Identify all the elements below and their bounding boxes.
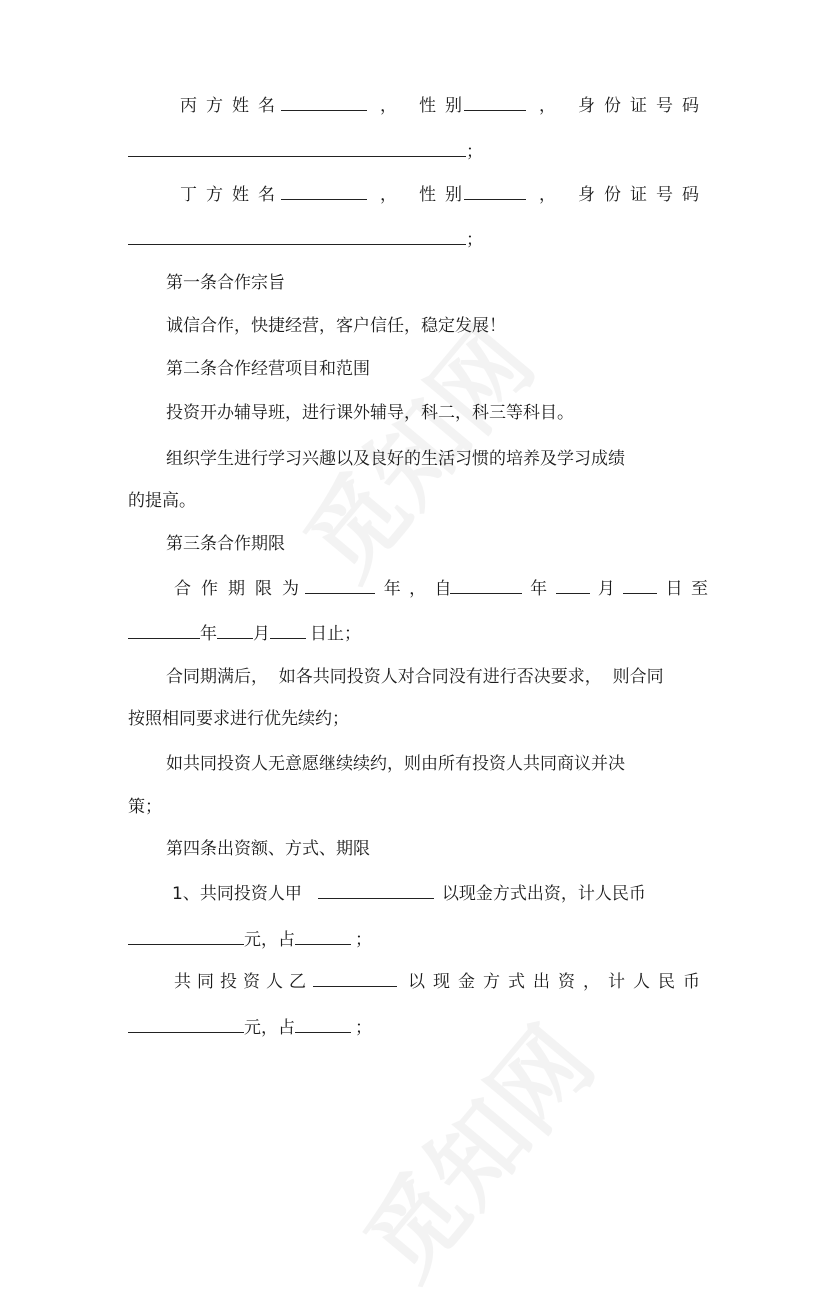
yuan-label: 元，占 (244, 1018, 295, 1038)
party-d-name-label: 丁方姓名 (180, 185, 284, 205)
semicolon: ； (466, 142, 483, 162)
party-c-name-label: 丙方姓名 (180, 96, 284, 116)
investor-b-cash-text: 以现金方式出资，计人民币 (408, 972, 708, 992)
article-2-heading: 第二条合作经营项目和范围 (166, 359, 370, 379)
party-d-gender-blank (464, 181, 526, 200)
article-2-para-2-line-2: 的提高。 (128, 491, 196, 511)
comma: ， (380, 96, 406, 116)
year-unit: 年 (200, 624, 217, 644)
investor-b-amount-line (128, 1014, 708, 1041)
term-end-line (128, 620, 708, 647)
investor-a-label: 1、共同投资人甲 (172, 884, 302, 904)
end-year-blank (128, 620, 200, 639)
party-d-line (128, 181, 708, 208)
party-d-gender-label: 性别 (419, 185, 471, 205)
yuan-label: 元，占 (244, 930, 295, 950)
no-renewal-line-2: 策； (128, 797, 162, 817)
investor-b-amount-blank (128, 1014, 244, 1033)
party-c-id-label: 身份证号码 (578, 96, 708, 116)
investor-b-blank (313, 968, 397, 987)
semicolon: ； (466, 230, 483, 250)
article-2-para-1: 投资开办辅导班，进行课外辅导，科二，科三等科目。 (166, 403, 574, 423)
end-day-blank (270, 620, 306, 639)
comma: ， (539, 185, 565, 205)
term-years-blank (305, 575, 375, 594)
party-d-name-blank (281, 181, 367, 200)
party-c-line (128, 92, 708, 119)
year-unit: 年 (530, 579, 548, 599)
renewal-line-1: 合同期满后， 如各共同投资人对合同没有进行否决要求， 则合同 (166, 667, 664, 687)
investor-a-cash-text: 以现金方式出资，计人民币 (441, 884, 646, 904)
renewal-line-2: 按照相同要求进行优先续约； (128, 709, 349, 729)
no-renewal-line-1: 如共同投资人无意愿继续续约，则由所有投资人共同商议并决 (166, 754, 625, 774)
article-2-para-2-line-1: 组织学生进行学习兴趣以及良好的生活习惯的培养及学习成绩 (166, 449, 625, 469)
month-unit: 月 (597, 579, 615, 599)
investor-b-label: 共同投资人乙 (174, 972, 312, 992)
comma: ， (409, 579, 427, 599)
party-c-id-line (128, 138, 708, 165)
article-1-heading: 第一条合作宗旨 (166, 273, 285, 293)
investor-b-line (128, 968, 708, 995)
investor-a-share-blank (295, 926, 351, 945)
investor-b-share-blank (295, 1014, 351, 1033)
start-day-blank (623, 575, 657, 594)
party-c-name-blank (281, 92, 367, 111)
end-month-blank (217, 620, 253, 639)
semicolon: ； (355, 1018, 372, 1038)
investor-a-line (128, 880, 752, 907)
start-year-blank (450, 575, 522, 594)
investor-a-amount-line (128, 926, 708, 953)
party-c-id-blank (128, 138, 466, 157)
start-month-blank (556, 575, 590, 594)
semicolon: ； (355, 930, 372, 950)
investor-a-amount-blank (128, 926, 244, 945)
party-c-gender-blank (464, 92, 526, 111)
article-4-heading: 第四条出资额、方式、期限 (166, 839, 370, 859)
term-line (128, 575, 708, 602)
day-end-label: 日止； (310, 624, 361, 644)
year-unit: 年 (383, 579, 401, 599)
term-label: 合作期限为 (174, 579, 309, 599)
party-d-id-label: 身份证号码 (578, 185, 708, 205)
party-d-id-blank (128, 226, 466, 245)
to-label: 至 (690, 579, 708, 599)
comma: ， (539, 96, 565, 116)
day-unit: 日 (665, 579, 683, 599)
comma: ， (380, 185, 406, 205)
article-1-body: 诚信合作，快捷经营，客户信任，稳定发展！ (166, 316, 506, 336)
article-3-heading: 第三条合作期限 (166, 534, 285, 554)
party-d-id-line (128, 226, 708, 253)
party-c-gender-label: 性别 (419, 96, 471, 116)
month-unit: 月 (253, 624, 270, 644)
from-label: 自 (434, 579, 452, 599)
investor-a-blank (318, 880, 434, 899)
